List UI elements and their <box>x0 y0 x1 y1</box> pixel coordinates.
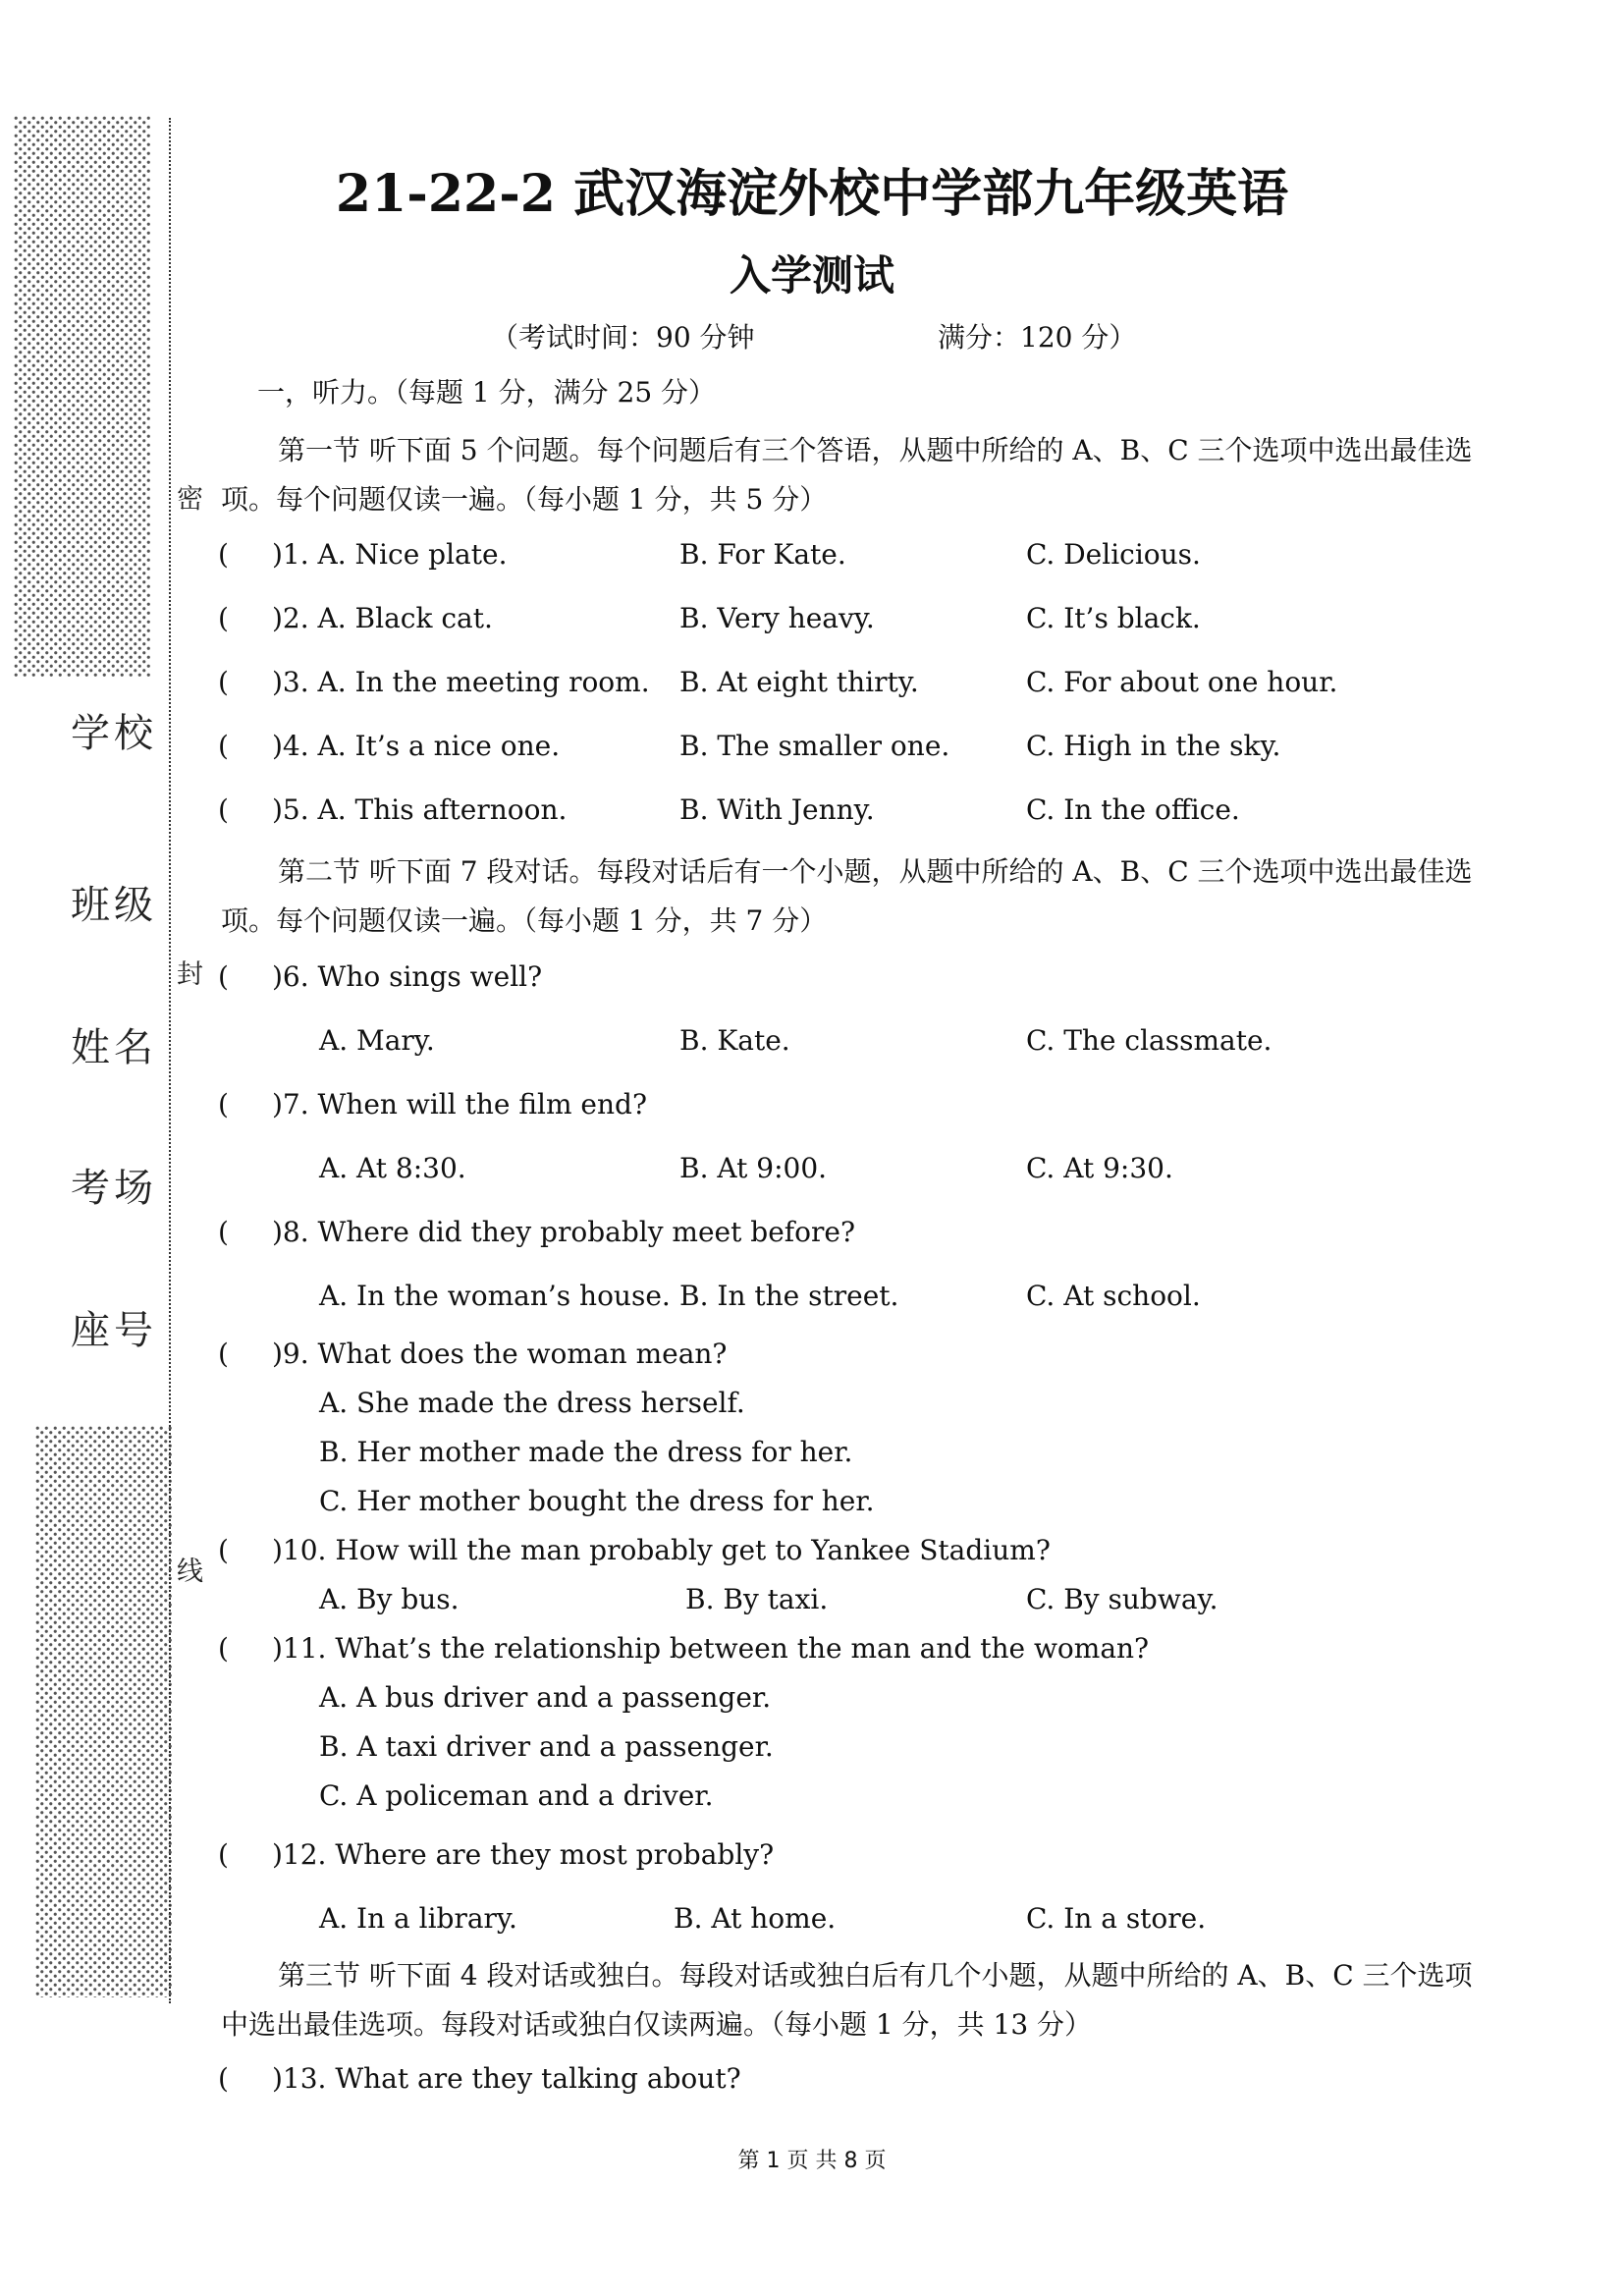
section1-instructions-line2: 项。每个问题仅读一遍。（每小题 1 分，共 5 分） <box>221 483 828 516</box>
answer-blank[interactable]: ( <box>218 1216 229 1248</box>
question-5-stem: )5. A. This afternoon. <box>272 793 568 826</box>
part1-heading: 一，听力。（每题 1 分，满分 25 分） <box>257 376 717 409</box>
answer-blank[interactable]: ( <box>218 1088 229 1120</box>
section2-instructions-line1: 第二节 听下面 7 段对话。每段对话后有一个小题，从题中所给的 A、B、C 三个选项中选出最佳选 <box>278 855 1473 888</box>
answer-blank[interactable]: ( <box>218 602 229 634</box>
side-label-school: 学校 <box>71 711 157 756</box>
binding-pattern-bottom <box>35 1426 173 1997</box>
question-7-stem: )7. When will the film end? <box>272 1088 647 1120</box>
question-7-option-b: B. At 9:00. <box>679 1152 828 1184</box>
question-11-option-a: A. A bus driver and a passenger. <box>319 1681 772 1714</box>
side-label-name: 姓名 <box>71 1025 157 1070</box>
question-11-option-c: C. A policeman and a driver. <box>319 1779 714 1812</box>
question-12-option-a: A. In a library. <box>319 1902 517 1935</box>
binding-dashed-line <box>169 118 171 2003</box>
question-7-option-a: A. At 8:30. <box>319 1152 466 1184</box>
question-5-option-c: C. In the office. <box>1026 793 1240 826</box>
answer-blank[interactable]: ( <box>218 730 229 762</box>
question-12-stem: )12. Where are they most probably? <box>272 1838 775 1871</box>
answer-blank[interactable]: ( <box>218 2062 229 2095</box>
question-8-stem: )8. Where did they probably meet before? <box>272 1216 855 1248</box>
question-6-stem: )6. Who sings well? <box>272 960 543 993</box>
side-label-seat-number: 座号 <box>71 1308 157 1353</box>
question-11-stem: )11. What’s the relationship between the man and the woman? <box>272 1632 1150 1665</box>
question-9-option-c: C. Her mother bought the dress for her. <box>319 1485 875 1517</box>
question-13-stem: )13. What are they talking about? <box>272 2062 741 2095</box>
question-10-option-a: A. By bus. <box>319 1583 460 1615</box>
question-6-option-c: C. The classmate. <box>1026 1024 1272 1057</box>
answer-blank[interactable]: ( <box>218 1632 229 1665</box>
question-11-option-b: B. A taxi driver and a passenger. <box>319 1730 774 1763</box>
question-1-stem: )1. A. Nice plate. <box>272 538 508 571</box>
answer-blank[interactable]: ( <box>218 538 229 571</box>
section1-instructions-line1: 第一节 听下面 5 个问题。每个问题后有三个答语，从题中所给的 A、B、C 三个选项中选出最佳选 <box>278 434 1473 466</box>
exam-time: （考试时间：90 分钟 <box>491 321 755 354</box>
question-9-stem: )9. What does the woman mean? <box>272 1338 728 1370</box>
question-2-stem: )2. A. Black cat. <box>272 602 493 634</box>
section3-instructions-line2: 中选出最佳选项。每段对话或独白仅读两遍。（每小题 1 分，共 13 分） <box>221 2008 1093 2041</box>
question-5-option-b: B. With Jenny. <box>679 793 875 826</box>
side-label-class: 班级 <box>71 883 157 928</box>
question-6-option-a: A. Mary. <box>319 1024 435 1057</box>
answer-blank[interactable]: ( <box>218 1534 229 1566</box>
question-10-option-b: B. By taxi. <box>685 1583 829 1615</box>
question-12-option-c: C. In a store. <box>1026 1902 1207 1935</box>
question-2-option-b: B. Very heavy. <box>679 602 875 634</box>
question-4-option-c: C. High in the sky. <box>1026 730 1281 762</box>
section3-instructions-line1: 第三节 听下面 4 段对话或独白。每段对话或独白后有几个小题，从题中所给的 A、B、C 三个选项 <box>278 1959 1473 1992</box>
answer-blank[interactable]: ( <box>218 666 229 698</box>
question-3-stem: )3. A. In the meeting room. <box>272 666 650 698</box>
page-footer: 第 1 页 共 8 页 <box>737 2149 887 2173</box>
question-9-option-b: B. Her mother made the dress for her. <box>319 1436 853 1468</box>
binding-mark-feng: 封 <box>177 959 203 990</box>
question-8-option-a: A. In the woman’s house. <box>319 1280 671 1312</box>
question-8-option-c: C. At school. <box>1026 1280 1201 1312</box>
side-label-exam-room: 考场 <box>71 1166 157 1211</box>
page-subtitle: 入学测试 <box>729 251 894 300</box>
answer-blank[interactable]: ( <box>218 960 229 993</box>
question-6-option-b: B. Kate. <box>679 1024 790 1057</box>
question-4-stem: )4. A. It’s a nice one. <box>272 730 561 762</box>
answer-blank[interactable]: ( <box>218 1838 229 1871</box>
page-title: 21-22-2 武汉海淀外校中学部九年级英语 <box>335 164 1289 224</box>
binding-mark-xian: 线 <box>177 1557 203 1587</box>
answer-blank[interactable]: ( <box>218 793 229 826</box>
question-2-option-c: C. It’s black. <box>1026 602 1201 634</box>
question-9-option-a: A. She made the dress herself. <box>319 1387 745 1419</box>
question-10-option-c: C. By subway. <box>1026 1583 1218 1615</box>
question-3-option-c: C. For about one hour. <box>1026 666 1338 698</box>
answer-blank[interactable]: ( <box>218 1338 229 1370</box>
section2-instructions-line2: 项。每个问题仅读一遍。（每小题 1 分，共 7 分） <box>221 904 828 937</box>
question-1-option-b: B. For Kate. <box>679 538 846 571</box>
question-7-option-c: C. At 9:30. <box>1026 1152 1173 1184</box>
question-12-option-b: B. At home. <box>674 1902 837 1935</box>
question-10-stem: )10. How will the man probably get to Yankee Stadium? <box>272 1534 1051 1566</box>
question-4-option-b: B. The smaller one. <box>679 730 950 762</box>
question-3-option-b: B. At eight thirty. <box>679 666 919 698</box>
question-1-option-c: C. Delicious. <box>1026 538 1201 571</box>
binding-mark-mi: 密 <box>177 484 203 515</box>
question-8-option-b: B. In the street. <box>679 1280 899 1312</box>
exam-score: 满分：120 分） <box>938 321 1137 354</box>
